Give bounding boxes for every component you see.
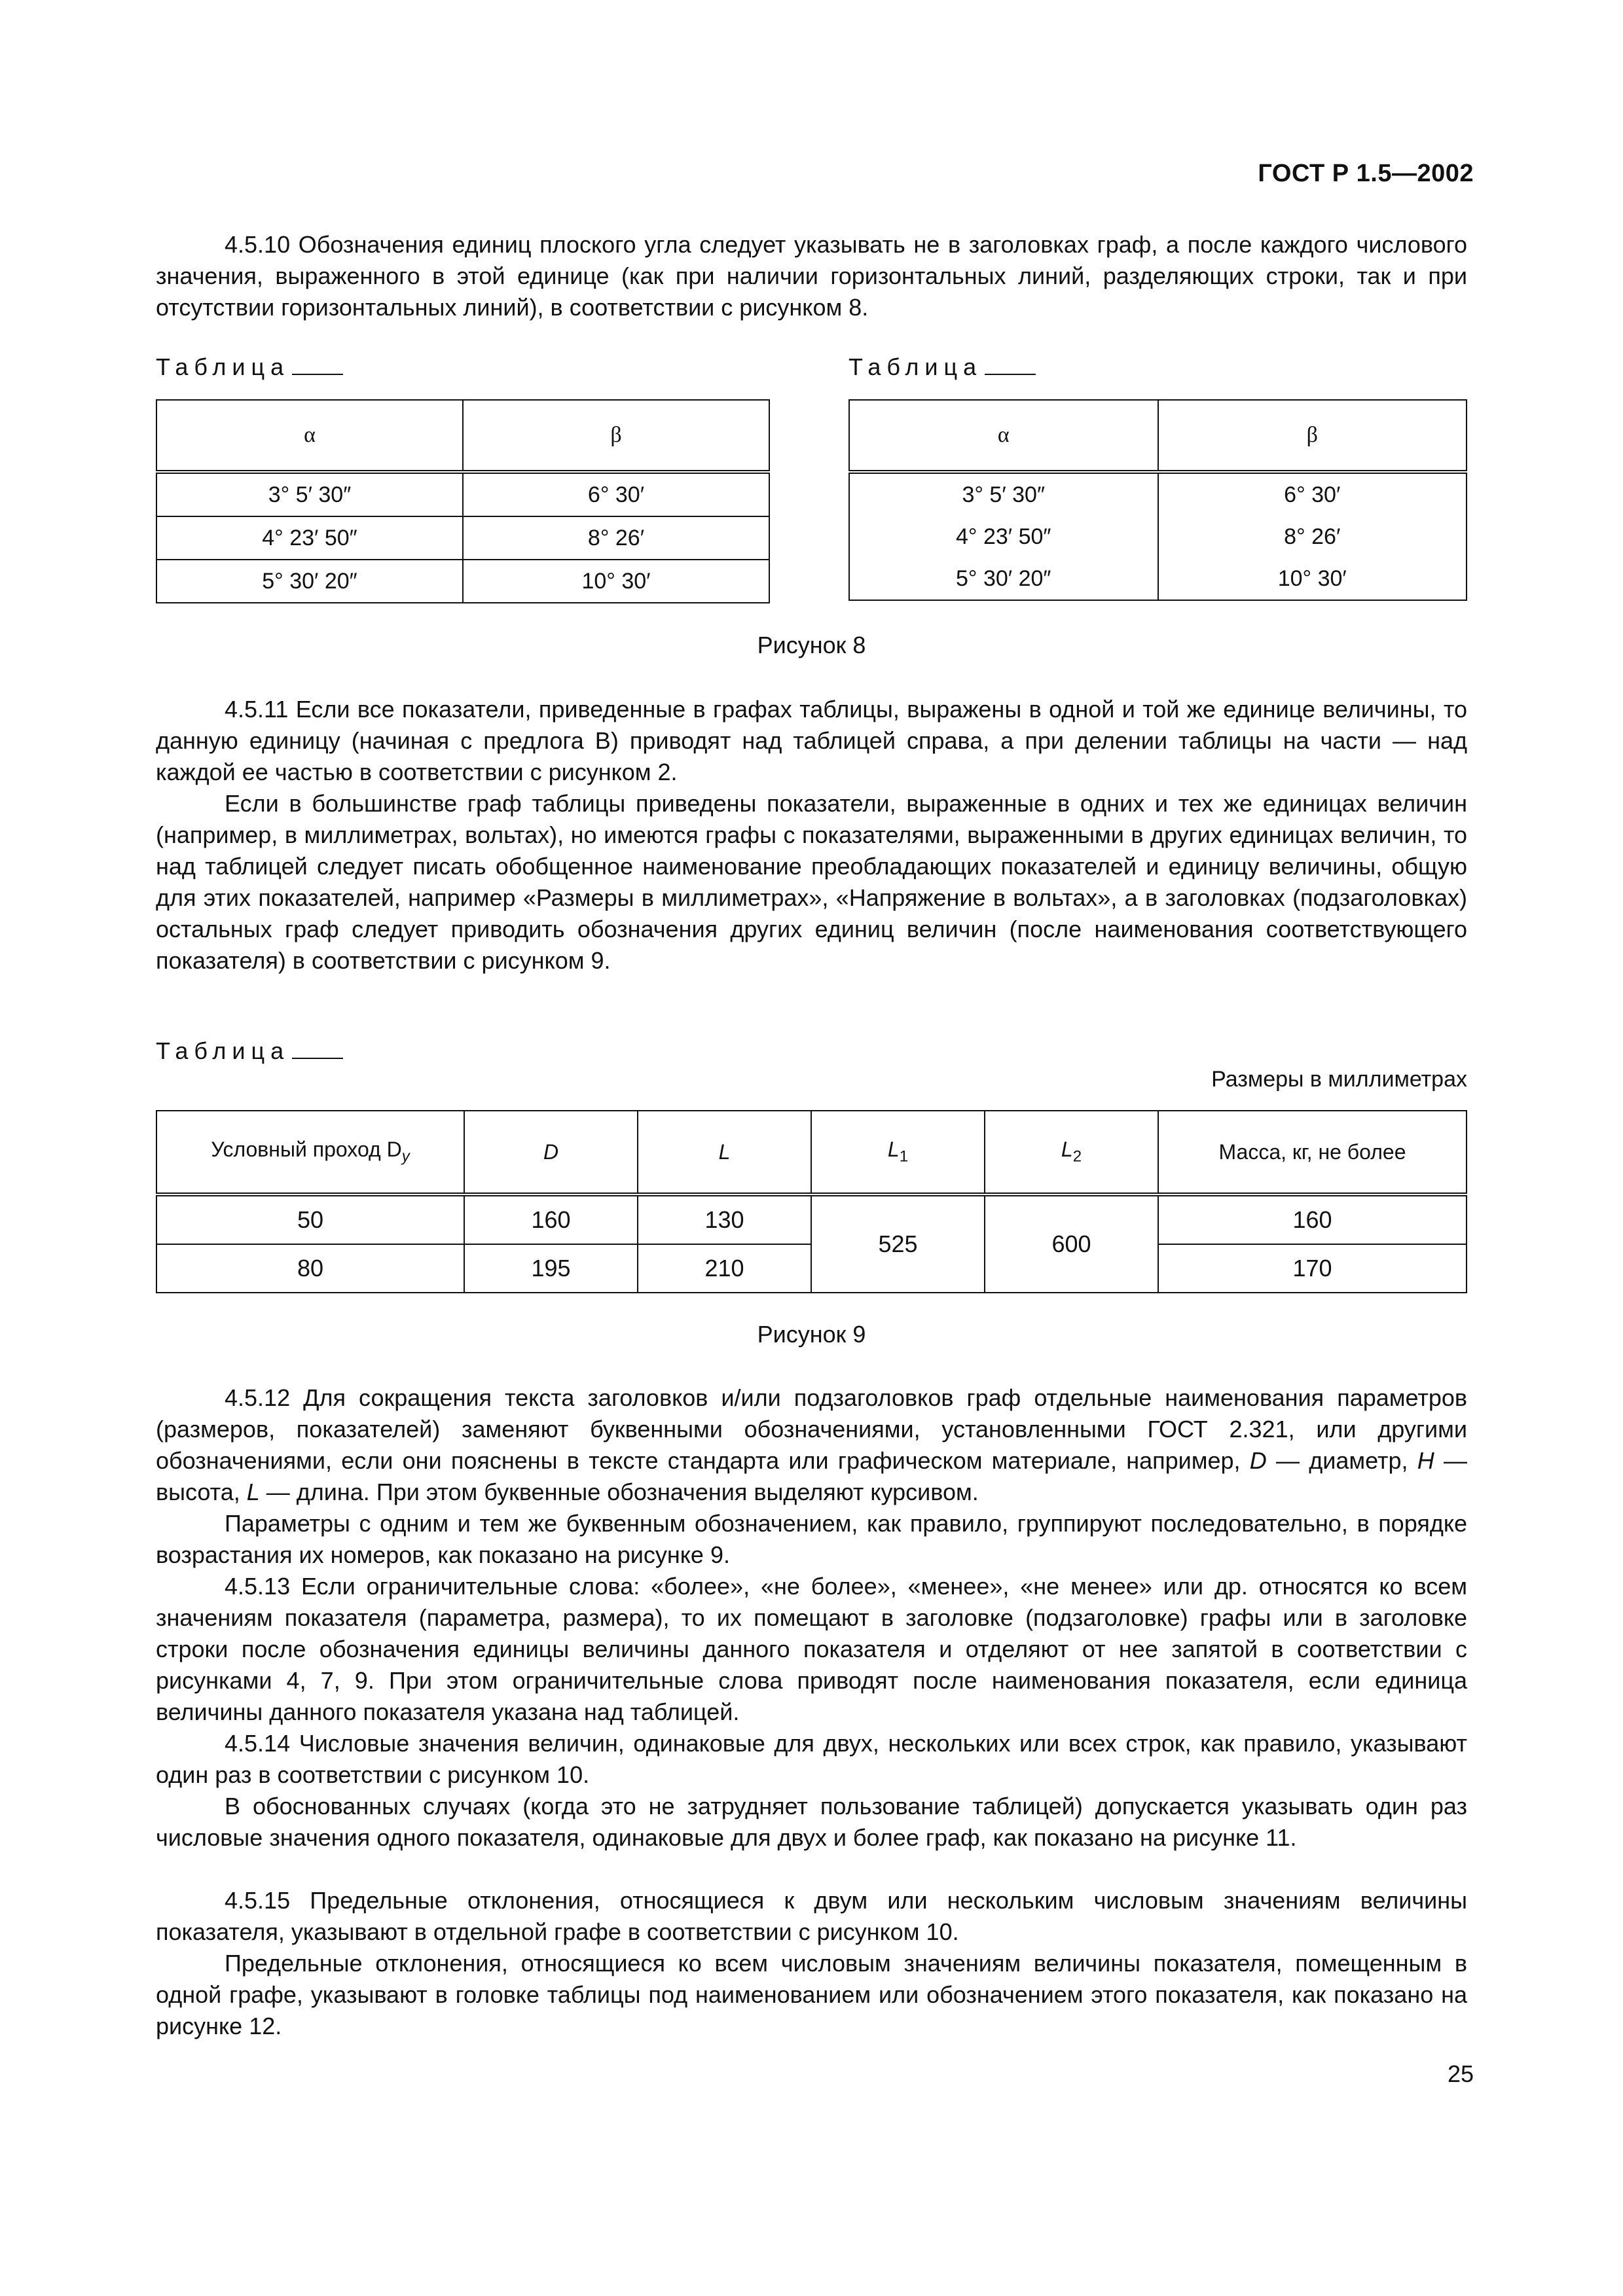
cell: 8° 26′ bbox=[463, 516, 769, 560]
table-row bbox=[156, 560, 769, 603]
header-mass: Масса, кг, не более bbox=[1158, 1111, 1467, 1194]
dimensions-table bbox=[156, 1110, 1467, 1293]
cell: 160 bbox=[464, 1194, 638, 1244]
paragraph-4-5-11-b: Если в большинстве граф таблицы приведены показатели, выраженные в одних и тех же единицах величин (например, в миллиметрах, вольтах), но имеются графы с показателями, выраженными в других единицах величин, то над таблицей следует писать обобщенное наименование преобладающих показателей и единицу величины, общую для этих показателей, например «Размеры в миллиметрах», «Напряжение в вольтах», а в заголовках (подзаголовках) остальных граф следует приводить обозначения других единиц величин (после наименования соответствующего показателя) в соответствии с рисунком 9. bbox=[156, 790, 1467, 974]
cell: 4° 23′ 50″ bbox=[849, 516, 1158, 558]
cell: 10° 30′ bbox=[1158, 558, 1467, 600]
paragraph-4-5-14-b: В обоснованных случаях (когда это не затрудняет пользование таблицей) допускается указывать один раз числовые значения одного показателя, одинаковые для двух и более граф, как показано на рисунке 11. bbox=[156, 1793, 1467, 1851]
cell: 50 bbox=[156, 1194, 464, 1244]
cell: 130 bbox=[638, 1194, 811, 1244]
paragraph-4-5-15: 4.5.15 Предельные отклонения, относящиеся к двум или нескольким числовым значениям величины показателя, указывают в отдельной графе в соответствии с рисунком 10. bbox=[156, 1887, 1467, 1945]
cell: 170 bbox=[1158, 1244, 1467, 1293]
table-caption-dimensions: Таблица bbox=[156, 1037, 343, 1065]
header-alpha: α bbox=[849, 400, 1158, 472]
cell: 160 bbox=[1158, 1194, 1467, 1244]
units-note: Размеры в миллиметрах bbox=[1211, 1067, 1467, 1092]
cell-l1-merged: 525 bbox=[811, 1194, 985, 1293]
paragraph-4-5-13: 4.5.13 Если ограничительные слова: «более», «не более», «менее», «не менее» или др. относятся ко всем значениям показателя (параметра, размера), то их помещают в заголовке (подзаголовке) графы или в заголовке строки после обозначения единицы величины данного показателя и отделяют от нее запятой в соответствии с рисунками 4, 7, 9. При этом ограничительные слова приводят после наименования показателя, если единица величины данного показателя указана над таблицей. bbox=[156, 1573, 1467, 1725]
cell: 5° 30′ 20″ bbox=[156, 560, 463, 603]
cell: 5° 30′ 20″ bbox=[849, 558, 1158, 600]
table-row bbox=[156, 1194, 1467, 1244]
table-row bbox=[849, 472, 1467, 516]
header-beta: β bbox=[463, 400, 769, 472]
cell: 80 bbox=[156, 1244, 464, 1293]
cell: 6° 30′ bbox=[463, 472, 769, 516]
table-row bbox=[849, 516, 1467, 558]
cell: 3° 5′ 30″ bbox=[849, 472, 1158, 516]
figure-9-caption: Рисунок 9 bbox=[757, 1321, 866, 1348]
paragraph-4-5-10: 4.5.10 Обозначения единиц плоского угла следует указывать не в заголовках граф, а после каждого числового значения, выраженного в этой единице (как при наличии горизонтальных линий, разделяющих строки, так и при отсутствии горизонтальных линий), в соответствии с рисунком 8. bbox=[156, 231, 1467, 321]
cell: 195 bbox=[464, 1244, 638, 1293]
table-row bbox=[156, 516, 769, 560]
table-row bbox=[849, 558, 1467, 600]
cell: 3° 5′ 30″ bbox=[156, 472, 463, 516]
paragraph-4-5-14: 4.5.14 Числовые значения величин, одинаковые для двух, нескольких или всех строк, как правило, указывают один раз в соответствии с рисунком 10. bbox=[156, 1730, 1467, 1788]
header-l: L bbox=[638, 1111, 811, 1194]
cell: 8° 26′ bbox=[1158, 516, 1467, 558]
angle-table-right bbox=[848, 399, 1467, 601]
document-standard-header: ГОСТ Р 1.5—2002 bbox=[1258, 160, 1474, 187]
header-beta: β bbox=[1158, 400, 1467, 472]
angle-table-left bbox=[156, 399, 770, 603]
paragraph-4-5-12-b: Параметры с одним и тем же буквенным обозначением, как правило, группируют последовательно, в порядке возрастания их номеров, как показано на рисунке 9. bbox=[156, 1510, 1467, 1568]
table-caption-left: Таблица bbox=[156, 353, 343, 381]
table-row bbox=[156, 472, 769, 516]
cell: 4° 23′ 50″ bbox=[156, 516, 463, 560]
cell-l2-merged: 600 bbox=[985, 1194, 1158, 1293]
header-nominal-bore: Условный проход $D_у$ bbox=[156, 1111, 464, 1194]
header-d: D bbox=[464, 1111, 638, 1194]
paragraph-4-5-11: 4.5.11 Если все показатели, приведенные в графах таблицы, выражены в одной и той же единице величины, то данную единицу (начиная с предлога В) приводят над таблицей справа, а при делении таблицы на части — над каждой ее частью в соответствии с рисунком 2. bbox=[156, 696, 1467, 785]
paragraph-4-5-15-b: Предельные отклонения, относящиеся ко всем числовым значениям величины показателя, помещенным в одной графе, указывают в головке таблицы под наименованием или обозначением этого показателя, как показано на рисунке 12. bbox=[156, 1950, 1467, 2039]
header-alpha: α bbox=[156, 400, 463, 472]
header-l1: $L_1$ bbox=[811, 1111, 985, 1194]
figure-8-caption: Рисунок 8 bbox=[757, 632, 866, 658]
cell: 6° 30′ bbox=[1158, 472, 1467, 516]
header-l2: $L_2$ bbox=[985, 1111, 1158, 1194]
paragraph-4-5-12: 4.5.12 Для сокращения текста заголовков и/или подзаголовков граф отдельные наименования параметров (размеров, показателей) заменяют буквенными обозначениями, установленными ГОСТ 2.321, или другими обозначениями, если они пояснены в тексте стандарта или графическом материале, например, D — диаметр, H — высота, L — длина. При этом буквенные обозначения выделяют курсивом. bbox=[156, 1384, 1467, 1505]
table-caption-right: Таблица bbox=[848, 353, 1036, 381]
cell: 210 bbox=[638, 1244, 811, 1293]
page-number: 25 bbox=[1447, 2060, 1474, 2087]
cell: 10° 30′ bbox=[463, 560, 769, 603]
